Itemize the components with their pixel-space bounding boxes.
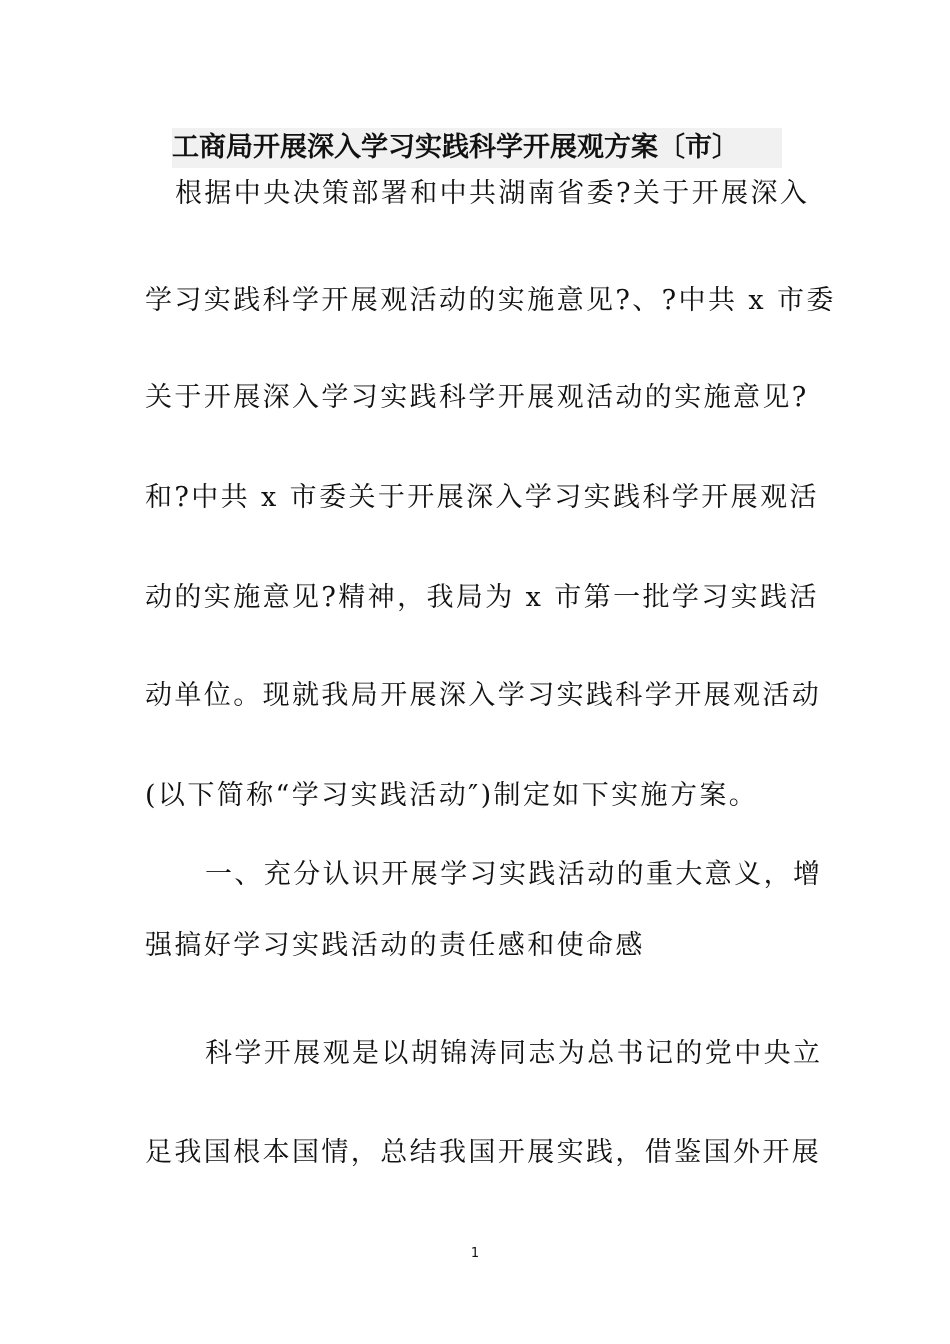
paragraph-line: 动的实施意见?精神，我局为 x 市第一批学习实践活 — [145, 582, 819, 613]
paragraph-line: 关于开展深入学习实践科学开展观活动的实施意见? — [145, 382, 809, 413]
section-heading-line: 强搞好学习实践活动的责任感和使命感 — [145, 930, 645, 961]
document-title: 工商局开展深入学习实践科学开展观方案〔市〕 — [172, 128, 782, 168]
section-heading-line: 一、充分认识开展学习实践活动的重大意义，增 — [205, 859, 823, 890]
paragraph-line: 根据中央决策部署和中共湖南省委?关于开展深入 — [175, 178, 810, 209]
paragraph-line: 足我国根本国情，总结我国开展实践，借鉴国外开展 — [145, 1137, 822, 1168]
paragraph-line: (以下简称“学习实践活动″)制定如下实施方案。 — [145, 780, 759, 811]
page-number: 1 — [470, 1246, 480, 1261]
paragraph-line: 和?中共 x 市委关于开展深入学习实践科学开展观活 — [145, 482, 819, 513]
paragraph-line: 学习实践科学开展观活动的实施意见?、?中共 x 市委 — [145, 285, 836, 316]
paragraph-line: 动单位。现就我局开展深入学习实践科学开展观活动 — [145, 680, 822, 711]
paragraph-line: 科学开展观是以胡锦涛同志为总书记的党中央立 — [205, 1038, 823, 1069]
